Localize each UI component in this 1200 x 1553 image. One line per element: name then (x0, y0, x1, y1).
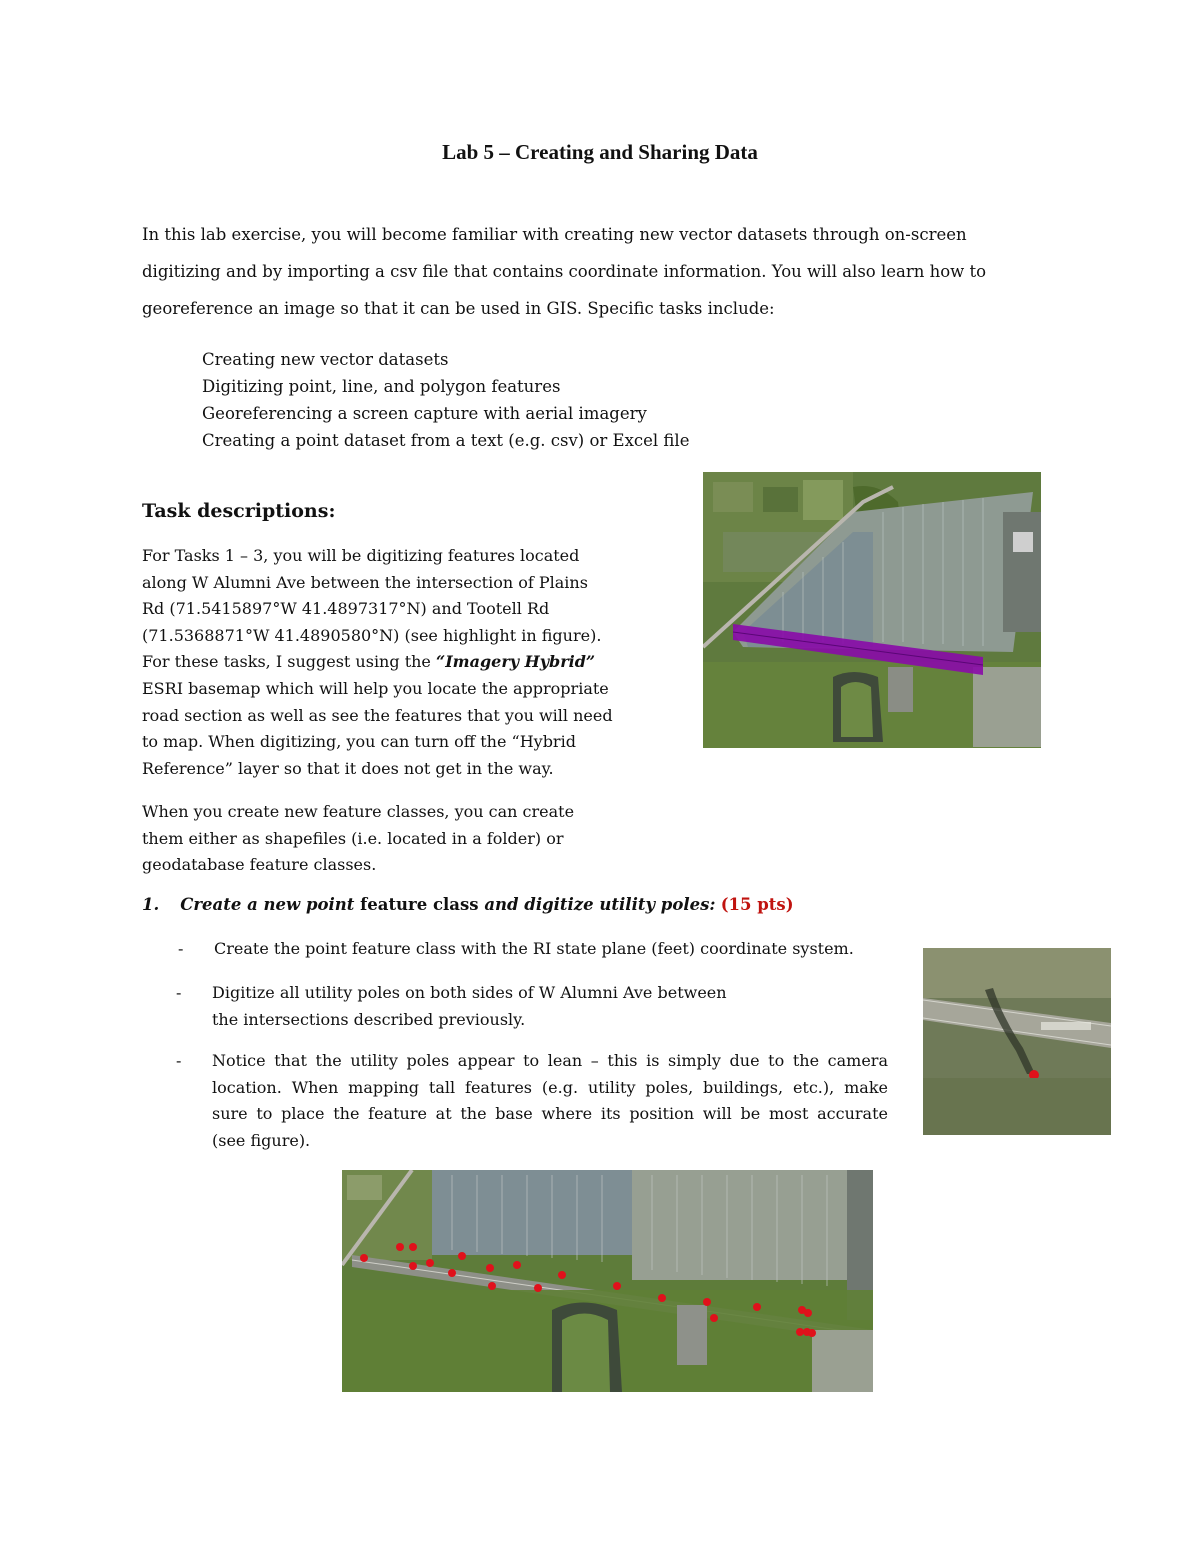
utility-pole-point (796, 1328, 804, 1336)
feature-class-line: them either as shapefiles (i.e. located in a folder) or (142, 828, 564, 848)
task-descriptions-heading: Task descriptions: (142, 500, 336, 522)
utility-pole-point (409, 1262, 417, 1270)
intro-line: georeference an image so that it can be used in GIS. Specific tasks include: (142, 299, 775, 318)
utility-pole-point (658, 1294, 666, 1302)
utility-pole-point (488, 1282, 496, 1290)
bullet-line: (see figure). (212, 1130, 311, 1150)
feature-class-paragraph (142, 799, 662, 879)
bullet-line: Notice that the utility poles appear to lean – this is simply due to the camera (212, 1051, 888, 1070)
task1-part3: and digitize utility poles: (484, 895, 716, 914)
task1-heading (142, 895, 794, 914)
utility-pole-point (534, 1284, 542, 1292)
bullet-line: location. When mapping tall features (e.g. utility poles, buildings, etc.), make (212, 1077, 888, 1097)
description-line: For Tasks 1 – 3, you will be digitizing features located (142, 546, 580, 565)
bullet-dash: - (176, 1051, 182, 1070)
bullet-line: Digitize all utility poles on both sides of W Alumni Ave between (212, 983, 727, 1002)
feature-class-line: geodatabase feature classes. (142, 855, 377, 875)
utility-pole-point (448, 1269, 456, 1277)
intro-line: digitizing and by importing a csv file that contains coordinate information. You will also learn how to (142, 262, 987, 281)
description-line: road section as well as see the features that you will need (142, 705, 613, 725)
utility-pole-point (360, 1254, 368, 1262)
description-line: to map. When digitizing, you can turn off the “Hybrid (142, 732, 576, 752)
intro-paragraph (142, 216, 1042, 327)
bullet-line: sure to place the feature at the base where its position will be most accurate (212, 1104, 888, 1124)
utility-pole-point (396, 1243, 404, 1251)
description-line-text: For these tasks, I suggest using the (142, 652, 436, 672)
page-title: Lab 5 – Creating and Sharing Data (442, 140, 758, 164)
utility-pole-point (458, 1252, 466, 1260)
utility-pole-point (613, 1282, 621, 1290)
utility-pole-point (426, 1259, 434, 1267)
bullet-line: Create the point feature class with the RI state plane (feet) coordinate system. (214, 939, 854, 958)
utility-pole-point (558, 1271, 566, 1279)
intro-line: In this lab exercise, you will become familiar with creating new vector datasets through on-screen (142, 225, 967, 244)
task1-part1: Create a new point (180, 895, 355, 914)
bullet-dash: - (176, 983, 182, 1002)
utility-pole-point (409, 1243, 417, 1251)
task-list (202, 346, 689, 454)
utility-pole-point (703, 1298, 711, 1306)
bullet-item (176, 980, 727, 1033)
description-line: (71.5368871°W 41.4890580°N) (see highlight in figure). (142, 625, 602, 645)
utility-pole-closeup-figure (923, 948, 1111, 1135)
task-list-item: Creating a point dataset from a text (e.g. csv) or Excel file (202, 431, 690, 450)
description-line: Reference” layer so that it does not get in the way. (142, 758, 554, 778)
utility-pole-point (753, 1303, 761, 1311)
task-list-item: Georeferencing a screen capture with aerial imagery (202, 404, 647, 423)
task1-part2: feature class (354, 895, 485, 914)
feature-class-line: When you create new feature classes, you can create (142, 802, 575, 821)
digitized-poles-map-figure (342, 1170, 873, 1392)
bullet-item (176, 1048, 888, 1154)
task-list-item: Digitizing point, line, and polygon features (202, 377, 561, 396)
utility-pole-point (513, 1261, 521, 1269)
description-line: Rd (71.5415897°W 41.4897317°N) and Tootell Rd (142, 599, 550, 619)
bullet-dash: - (178, 939, 184, 958)
utility-pole-point (710, 1314, 718, 1322)
utility-pole-point (804, 1309, 812, 1317)
task1-number: 1. (142, 895, 160, 914)
description-line-with-emphasis (142, 649, 662, 676)
task1-points: (15 pts) (720, 895, 794, 914)
aerial-map-highlight-figure (703, 472, 1041, 748)
utility-pole-point (808, 1329, 816, 1337)
task-list-item: Creating new vector datasets (202, 350, 449, 369)
bullet-item (178, 936, 854, 963)
bullet-line: the intersections described previously. (212, 1009, 526, 1029)
description-line: ESRI basemap which will help you locate the appropriate (142, 678, 609, 698)
utility-pole-point (486, 1264, 494, 1272)
task-description-paragraph (142, 543, 662, 782)
description-line: along W Alumni Ave between the intersection of Plains (142, 572, 588, 592)
imagery-hybrid-emphasis: “Imagery Hybrid” (435, 652, 596, 672)
